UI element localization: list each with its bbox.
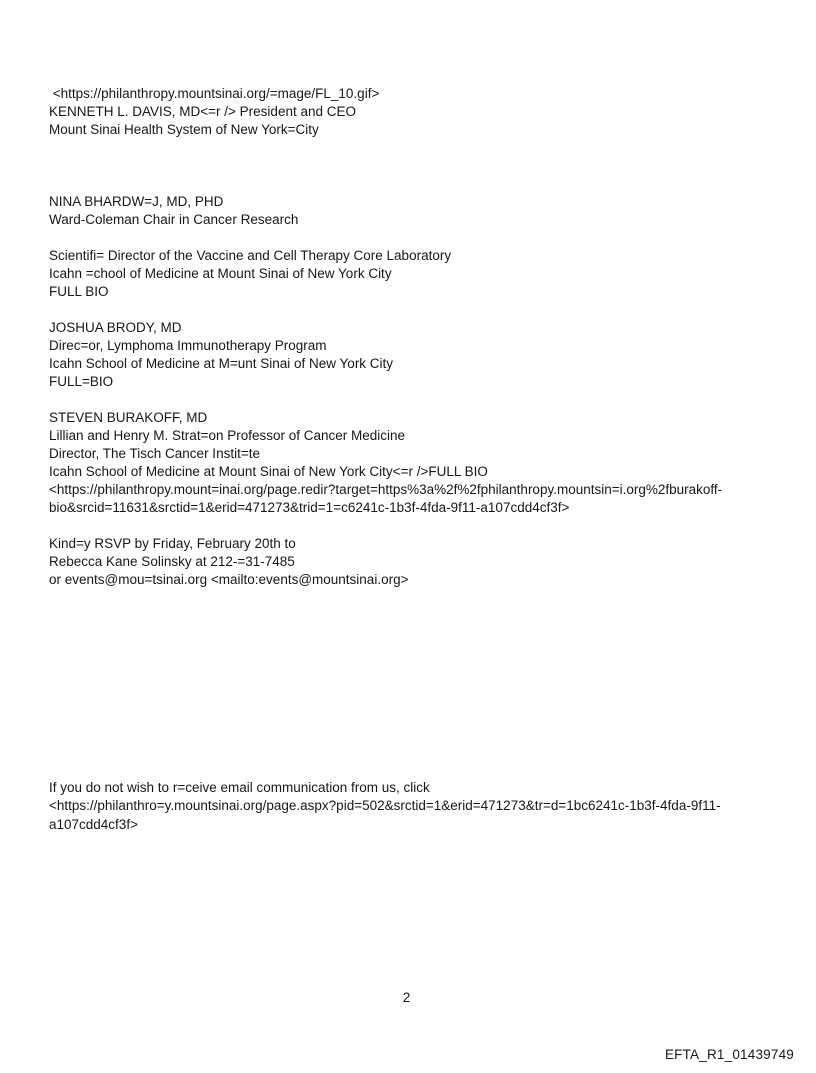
text-line: JOSHUA BRODY, MD: [49, 320, 182, 335]
text-line: Kind=y RSVP by Friday, February 20th to: [49, 536, 296, 551]
email-body-text: [49, 85, 722, 589]
text-line: Icahn =chool of Medicine at Mount Sinai of New York City: [49, 266, 392, 281]
text-line: [49, 301, 722, 319]
text-line: Ward-Coleman Chair in Cancer Research: [49, 212, 299, 227]
unsubscribe-text: [49, 779, 721, 834]
text-line: FULL=BIO: [49, 374, 114, 389]
text-line: <https://philanthropy.mountsinai.org/=mage/FL_10.gif>: [49, 86, 380, 101]
page-number: 2: [402, 990, 411, 1005]
text-line: Rebecca Kane Solinsky at 212-=31-7485: [49, 554, 295, 569]
text-line: KENNETH L. DAVIS, MD<=r /> President and CEO: [49, 104, 356, 119]
text-line: Icahn School of Medicine at M=unt Sinai of New York City: [49, 356, 394, 371]
text-line: NINA BHARDW=J, MD, PHD: [49, 194, 224, 209]
text-line: Direc=or, Lymphoma Immunotherapy Program: [49, 338, 327, 353]
text-line: [49, 157, 722, 175]
text-line: <https://philanthro=y.mountsinai.org/page.aspx?pid=502&srctid=1&erid=471273&tr=d=1bc6241c-1b3f-4fda-9f11-: [49, 798, 721, 814]
text-line: [49, 229, 722, 247]
text-line: Lillian and Henry M. Strat=on Professor of Cancer Medicine: [49, 428, 406, 443]
text-line: If you do not wish to r=ceive email communication from us, click: [49, 780, 430, 795]
text-line: [49, 175, 722, 193]
text-line: a107cdd4cf3f>: [49, 816, 138, 832]
text-line: [49, 517, 722, 535]
text-line: bio&srcid=11631&srctid=1&erid=471273&trid=1=c6241c-1b3f-4fda-9f11-a107cdd4cf3f>: [49, 500, 570, 515]
bates-number: EFTA_R1_01439749: [664, 1047, 794, 1062]
text-line: Icahn School of Medicine at Mount Sinai of New York City<=r />FULL BIO: [49, 464, 488, 479]
text-line: FULL BIO: [49, 284, 109, 299]
text-line: or events@mou=tsinai.org <mailto:events@mountsinai.org>: [49, 572, 409, 587]
text-line: Scientifi= Director of the Vaccine and Cell Therapy Core Laboratory: [49, 248, 452, 263]
text-line: Mount Sinai Health System of New York=City: [49, 122, 319, 137]
text-line: [49, 139, 722, 157]
text-line: STEVEN BURAKOFF, MD: [49, 410, 208, 425]
text-line: <https://philanthropy.mount=inai.org/page.redir?target=https%3a%2f%2fphilanthropy.mountsin=i.org%2fburakoff-: [49, 482, 723, 497]
text-line: Director, The Tisch Cancer Instit=te: [49, 446, 260, 461]
text-line: [49, 391, 722, 409]
